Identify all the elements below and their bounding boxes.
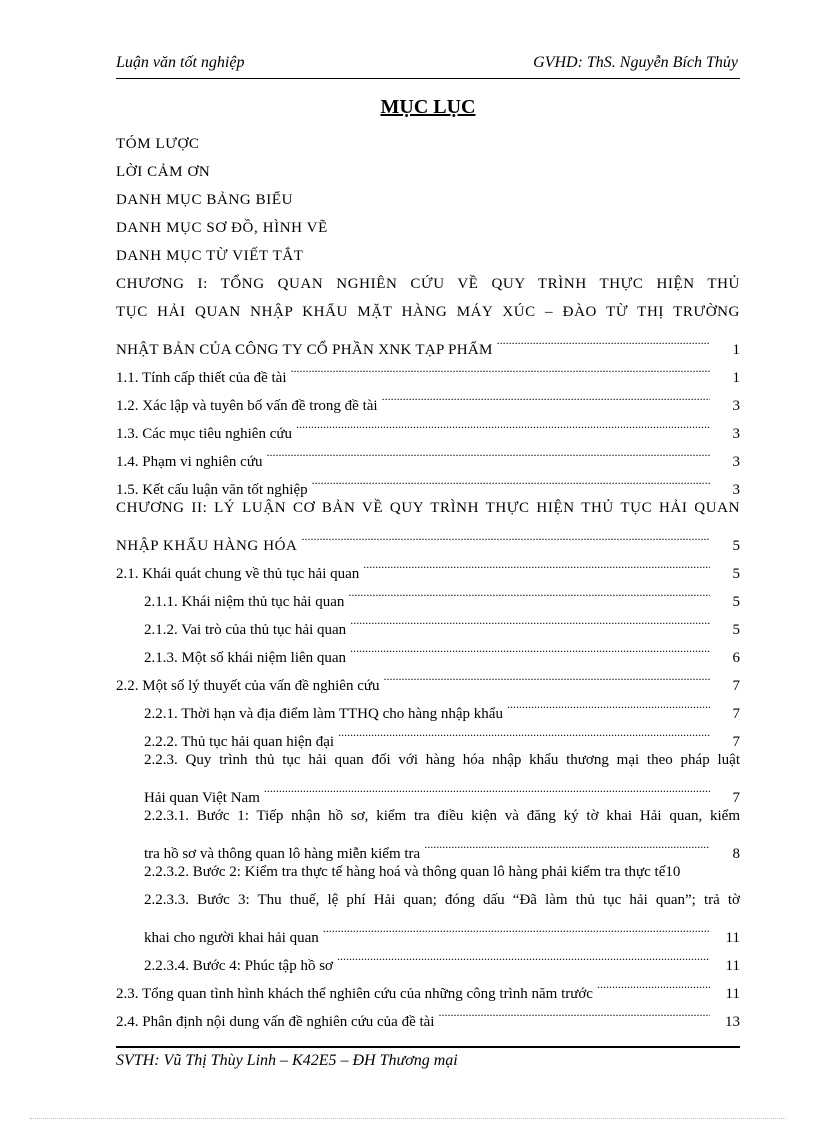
toc-entry: 1.5. Kết cấu luận văn tốt nghiệp ..... 3 <box>116 466 740 494</box>
header-right: GVHD: ThS. Nguyễn Bích Thủy <box>533 54 738 71</box>
page-header <box>116 52 740 76</box>
toc-chapter-1: NHẬT BẢN CỦA CÔNG TY CỔ PHẦN XNK TẠP PHẨM ..... 1 <box>116 326 740 354</box>
toc-entry: 1.2. Xác lập và tuyên bố vấn đề trong đề tài ..... 3 <box>116 382 740 410</box>
toc-front-matter: DANH MỤC BẢNG BIỂU <box>116 192 294 208</box>
toc-front-matter: DANH MỤC SƠ ĐỒ, HÌNH VẼ <box>116 220 328 236</box>
toc-entry: 1.3. Các mục tiêu nghiên cứu ..... 3 <box>116 410 740 438</box>
toc-entry: 2.4. Phân định nội dung vấn đề nghiên cứu của đề tài ..... 13 <box>116 998 740 1026</box>
toc-entry: 1.1. Tính cấp thiết của đề tài ..... 1 <box>116 354 740 382</box>
toc-entry: tra hồ sơ và thông quan lô hàng miễn kiểm tra ..... 8 <box>116 830 740 858</box>
toc-chapter-2-line: CHƯƠNG II: LÝ LUẬN CƠ BẢN VỀ QUY TRÌNH THỰC HIỆN THỦ TỤC HẢI QUAN <box>116 500 740 516</box>
toc-entry: 1.4. Phạm vi nghiên cứu ..... 3 <box>116 438 740 466</box>
toc-entry: 2.3. Tổng quan tình hình khách thể nghiên cứu của những công trình năm trước ..... 11 <box>116 970 740 998</box>
toc-entry: 2.1. Khái quát chung về thủ tục hải quan ..... 5 <box>116 550 740 578</box>
toc-entry: 2.2.3.2. Bước 2: Kiểm tra thực tế hàng hoá và thông quan lô hàng phải kiểm tra thực tế 10 <box>144 864 681 880</box>
toc-entry: 2.1.3. Một số khái niệm liên quan ..... 6 <box>116 634 740 662</box>
header-left: Luận văn tốt nghiệp <box>116 54 245 71</box>
toc-front-matter: TÓM LƯỢC <box>116 136 200 152</box>
toc-entry-line: 2.2.3.3. Bước 3: Thu thuế, lệ phí Hải quan; đóng dấu “Đã làm thủ tục hải quan”; trả tờ <box>144 892 740 908</box>
footer-divider <box>116 1046 740 1048</box>
toc-entry-line: 2.2.3. Quy trình thủ tục hải quan đối với hàng hóa nhập khẩu thương mại theo pháp luật <box>144 752 740 768</box>
toc-chapter-2: NHẬP KHẨU HÀNG HÓA ..... 5 <box>116 522 740 550</box>
page-edge-divider <box>30 1118 786 1119</box>
toc-entry: 2.2.2. Thủ tục hải quan hiện đại ..... 7 <box>116 718 740 746</box>
toc-entry: 2.1.2. Vai trò của thủ tục hải quan ..... 5 <box>116 606 740 634</box>
toc-entry: 2.2. Một số lý thuyết của vấn đề nghiên cứu ..... 7 <box>116 662 740 690</box>
toc-chapter-1-line: CHƯƠNG I: TỔNG QUAN NGHIÊN CỨU VỀ QUY TRÌNH THỰC HIỆN THỦ <box>116 276 740 292</box>
toc-entry: 2.2.1. Thời hạn và địa điểm làm TTHQ cho hàng nhập khẩu ..... 7 <box>116 690 740 718</box>
toc-entry: khai cho người khai hải quan ..... 11 <box>116 914 740 942</box>
page-title: MỤC LỤC <box>380 96 476 118</box>
toc-entry-line: 2.2.3.1. Bước 1: Tiếp nhận hồ sơ, kiểm tra điều kiện và đăng ký tờ khai Hải quan, kiểm <box>144 808 740 824</box>
page-footer: SVTH: Vũ Thị Thùy Linh – K42E5 – ĐH Thương mại <box>116 1052 458 1069</box>
header-divider <box>116 78 740 79</box>
toc-entry: Hải quan Việt Nam ..... 7 <box>116 774 740 802</box>
toc-entry: 2.2.3.4. Bước 4: Phúc tập hồ sơ ..... 11 <box>116 942 740 970</box>
toc-entry: 2.1.1. Khái niệm thủ tục hải quan ..... 5 <box>116 578 740 606</box>
table-of-contents <box>116 130 740 1030</box>
toc-chapter-1-line: TỤC HẢI QUAN NHẬP KHẨU MẶT HÀNG MÁY XÚC – ĐÀO TỪ THỊ TRƯỜNG <box>116 304 740 320</box>
toc-front-matter: LỜI CẢM ƠN <box>116 164 211 180</box>
toc-front-matter: DANH MỤC TỪ VIẾT TẮT <box>116 248 304 264</box>
